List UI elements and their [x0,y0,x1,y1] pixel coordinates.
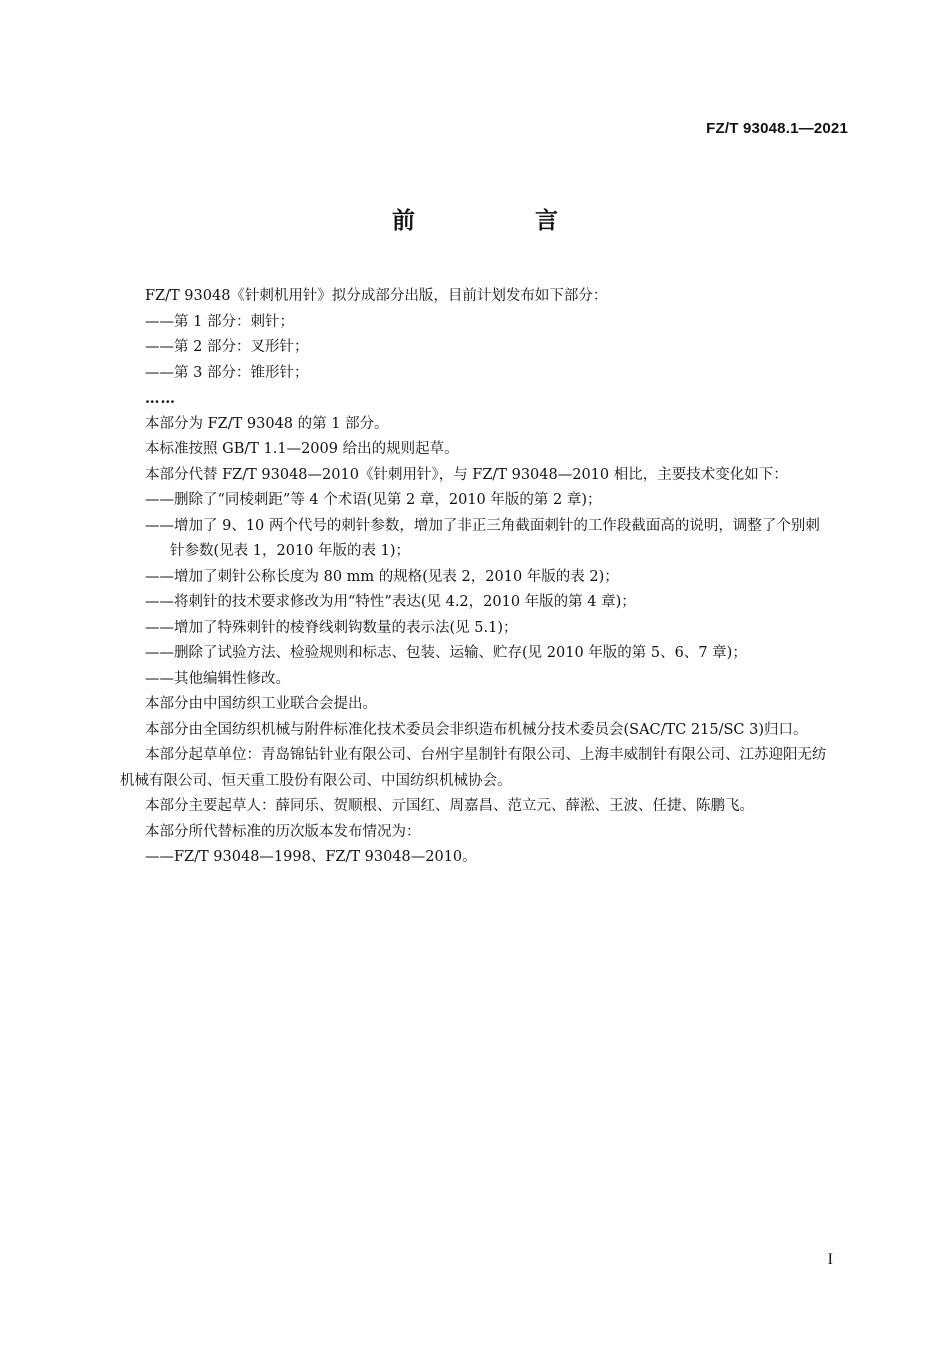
drafting-units-statement: 本部分起草单位：青岛锦钻针业有限公司、台州宇星制针有限公司、上海丰威制针有限公司、江苏迎阳无纺机械有限公司、恒天重工股份有限公司、中国纺织机械协会。 [120,747,827,789]
managed-by-statement: 本部分由全国纺织机械与附件标准化技术委员会非织造布机械分技术委员会(SAC/TC 215/SC 3)归口。 [145,721,808,738]
change-item-7: ——其他编辑性修改。 [145,670,290,687]
change-item-5: ——增加了特殊刺针的棱脊线刺钩数量的表示法(见 5.1)； [145,619,518,636]
part-item-2: ——第 2 部分：叉形针； [145,339,309,355]
drafting-rules-statement: 本标准按照 GB/T 1.1—2009 给出的规则起草。 [145,441,459,457]
intro-paragraph: FZ/T 93048《针刺机用针》拟分成部分出版，目前计划发布如下部分： [145,288,608,304]
change-item-6: ——删除了试验方法、检验规则和标志、包装、运输、贮存(见 2010 年版的第 5、6、7 章)； [145,645,747,661]
standard-code: FZ/T 93048.1—2021 [706,120,848,137]
part-item-3: ——第 3 部分：锥形针； [145,364,309,381]
change-item-2: ——增加了 9、10 两个代号的刺针参数，增加了非正三角截面刺针的工作段截面高的说明，调整了个别刺针参数(见表 1，2010 年版的表 1)； [145,517,820,559]
page-title: 前 言 [391,208,614,234]
drafters-statement: 本部分主要起草人：薛同乐、贺顺根、亓国红、周嘉昌、范立元、薛淞、王波、任捷、陈鹏飞。 [145,798,754,814]
ellipsis: …… [145,390,176,407]
proposed-by-statement: 本部分由中国纺织工业联合会提出。 [145,696,377,712]
change-item-4: ——将刺针的技术要求修改为用“特性”表达(见 4.2，2010 年版的第 4 章)； [145,594,636,610]
history-intro-statement: 本部分所代替标准的历次版本发布情况为： [145,823,421,840]
page-number: I [827,1251,833,1268]
part-item-1: ——第 1 部分：刺针； [145,313,294,330]
change-item-1: ——删除了“同棱刺距”等 4 个术语(见第 2 章，2010 年版的第 2 章)； [145,492,602,508]
change-item-3: ——增加了刺针公称长度为 80 mm 的规格(见表 2，2010 年版的表 2)； [145,568,619,585]
foreword-body [120,284,832,871]
replacement-statement: 本部分代替 FZ/T 93048—2010《针刺用针》，与 FZ/T 93048—2010 相比，主要技术变化如下： [145,466,788,483]
part-statement: 本部分为 FZ/T 93048 的第 1 部分。 [145,415,389,432]
history-item-1: ——FZ/T 93048—1998、FZ/T 93048—2010。 [145,849,477,865]
